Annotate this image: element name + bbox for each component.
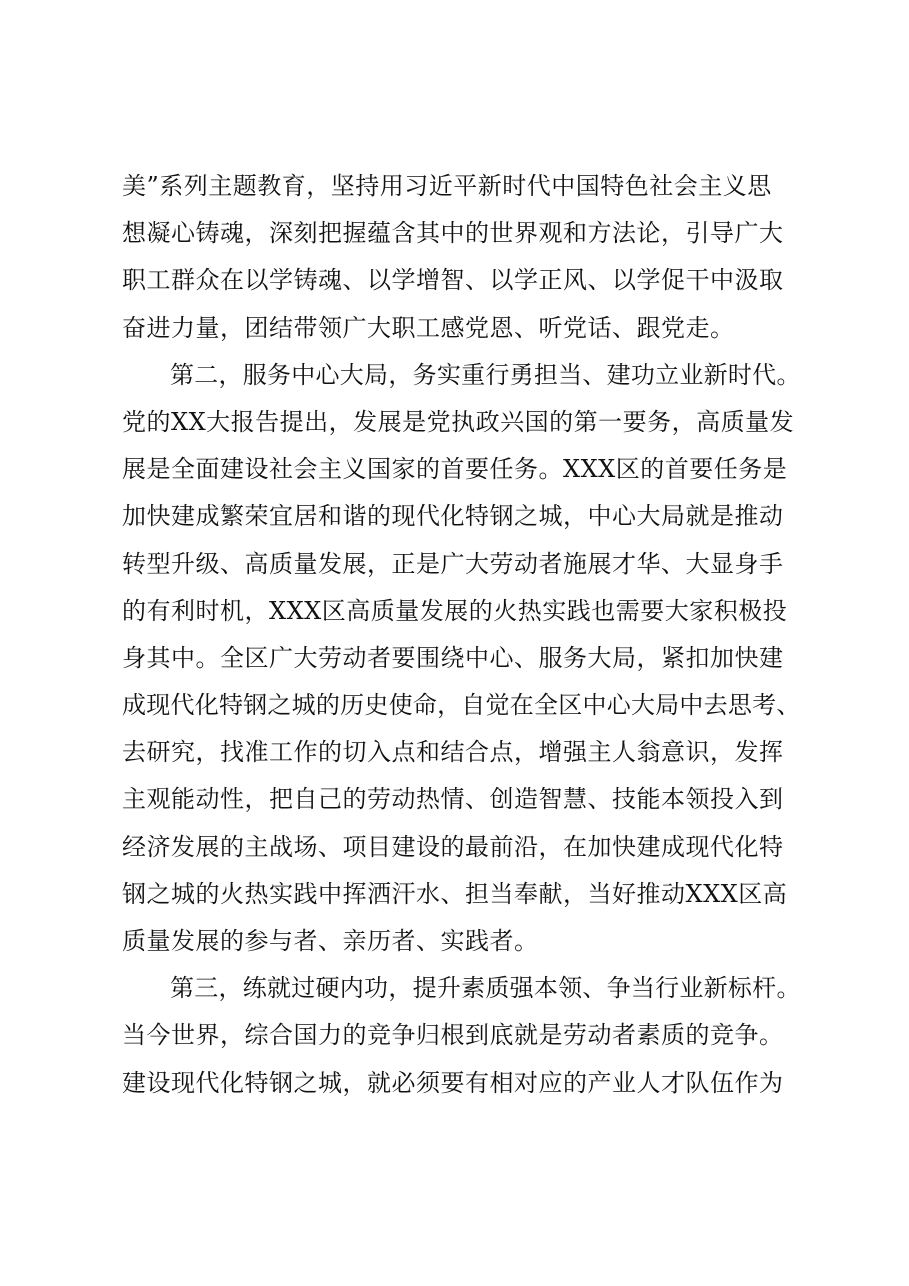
text-line: 转型升级、高质量发展，正是广大劳动者施展才华、大显身手 bbox=[122, 549, 784, 578]
text-line: 经济发展的主战场、项目建设的最前沿，在加快建成现代化特 bbox=[122, 832, 784, 861]
text-line: 加快建成繁荣宜居和谐的现代化特钢之城，中心大局就是推动 bbox=[122, 502, 784, 531]
text-line: 的有利时机，XXX区高质量发展的火热实践也需要大家积极投 bbox=[122, 596, 788, 625]
text-line: 成现代化特钢之城的历史使命，自觉在全区中心大局中去思考、 bbox=[122, 691, 801, 720]
text-line: 主观能动性，把自己的劳动热情、创造智慧、技能本领投入到 bbox=[122, 785, 784, 814]
document-body bbox=[122, 163, 802, 1107]
text-line: 党的XX大报告提出，发展是党执政兴国的第一要务，高质量发 bbox=[122, 407, 795, 436]
text-line: 质量发展的参与者、亲历者、实践者。 bbox=[122, 927, 539, 955]
text-line: 奋进力量，团结带领广大职工感党恩、听党话、跟党走。 bbox=[122, 313, 735, 342]
text-line: 当今世界，综合国力的竞争归根到底就是劳动者素质的竞争。 bbox=[122, 1021, 784, 1050]
text-line: 去研究，找准工作的切入点和结合点，增强主人翁意识，发挥 bbox=[122, 738, 784, 767]
text-line: 第三，练就过硬内功，提升素质强本领、争当行业新标杆。 bbox=[170, 974, 801, 1003]
text-line: 钢之城的火热实践中挥洒汗水、担当奉献，当好推动XXX区高 bbox=[122, 879, 788, 908]
text-line: 展是全面建设社会主义国家的首要任务。XXX区的首要任务是 bbox=[122, 455, 788, 484]
text-line: 想凝心铸魂，深刻把握蕴含其中的世界观和方法论，引导广大 bbox=[122, 219, 784, 248]
text-line: 身其中。全区广大劳动者要围绕中心、服务大局，紧扣加快建 bbox=[122, 643, 784, 672]
text-line: 第二，服务中心大局，务实重行勇担当、建功立业新时代。 bbox=[170, 360, 801, 389]
text-line: 建设现代化特钢之城，就必须要有相对应的产业人才队伍作为 bbox=[122, 1068, 784, 1097]
text-line: 美”系列主题教育，坚持用习近平新时代中国特色社会主义思 bbox=[122, 172, 772, 200]
text-line: 职工群众在以学铸魂、以学增智、以学正风、以学促干中汲取 bbox=[122, 266, 784, 295]
